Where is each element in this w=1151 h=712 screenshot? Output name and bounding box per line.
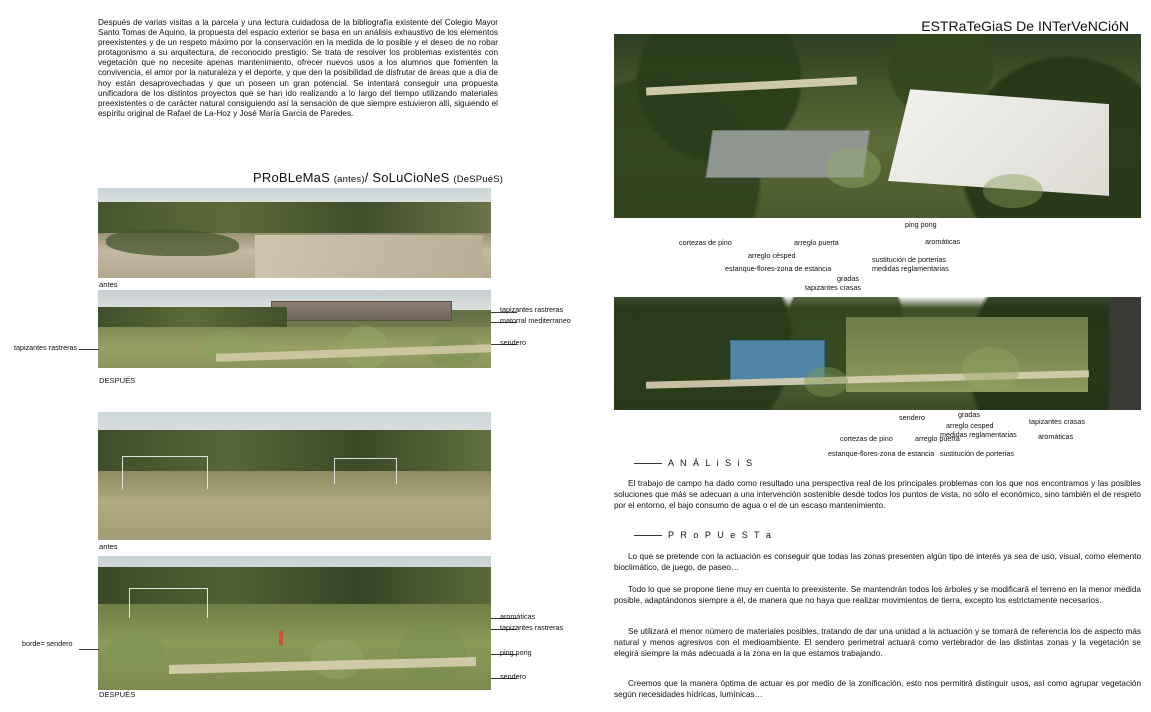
heading-rule	[634, 463, 662, 464]
paragraph-propuesta-2: Todo lo que se propone tiene muy en cuenta lo preexistente. Se mantendrán todos los árboles y se modificará el terreno en la menor medida posible, adaptándonos siempre a él, de manera que no haya que realizar movimientos de tierra, excepto los estrictamente necesarios.	[614, 585, 1141, 605]
label-arreglo-cesped: arreglo césped	[748, 251, 796, 260]
paragraph-analisis: El trabajo de campo ha dado como resultado una perspectiva real de los principales problemas con los que nos encontramos y las posibles soluciones que más se adecuan a una intervención sostenible desde todos los puntos de vista, no sólo el económico, sino también el de respeto por el entorno, el bajo consumo de agua o el de un escaso mantenimiento.	[614, 479, 1141, 510]
section-title-solutions: SoLuCioNeS	[372, 170, 450, 185]
annotation-tapizantes-rastreras: tapizantes rastreras	[500, 305, 564, 314]
annotation-ping-pong: ping pong	[500, 648, 532, 657]
label-cortezas-de-pino: cortezas de pino	[840, 434, 893, 443]
veg-blob	[825, 148, 881, 188]
veg-blob	[397, 626, 467, 682]
label-arreglo-puerta: arreglo puerta	[794, 238, 839, 247]
veg-blob	[983, 174, 1043, 208]
label-sustitucion-porterias: sustitución de porterias	[940, 449, 1014, 458]
goal-post	[334, 458, 397, 484]
label-aromaticas: aromáticas	[1038, 432, 1074, 441]
paragraph-propuesta-1: Lo que se pretende con la actuación es conseguir que todas las zonas presenten algún tipo de interés ya sea de uso, visual, como elemento bioclimático, de juego, de paseo…	[614, 552, 1141, 572]
label-arreglo-cesped: arreglo cesped	[946, 421, 994, 430]
photo-before-path-caption: antes	[99, 280, 118, 289]
section-title-separator: /	[364, 170, 369, 185]
heading-propuesta-label: P R o P U e S T a	[668, 530, 773, 540]
label-sendero: sendero	[899, 413, 925, 422]
intro-paragraph: Después de varias visitas a la parcela y una lectura cuidadosa de la bibliografía existente del Colegio Mayor Santo Tomas de Aquino, la propuesta del espacio exterior se basa en un análisis exhaustivo de los elementos preexistentes y de un respeto máximo por la conservación en la medida de lo posible y el deseo de no robar protagonismo a su arquitectura, de reconocido prestigio. Se trata de resolver los problemas existentes con vegetación que no necesite apenas mantenimiento, ofrecer nuevos usos a los alumnos que fomenten la convivencia, el amor por la naturaleza y el deporte, y que den la posibilidad de disfrutar de áreas que a día de hoy están desaprovechadas y que un poseen un gran potencial. Se intentará conseguir una propuesta unificadora de los distintos proyectos que se han ido realizando a lo largo del tiempo utilizando materiales preexistentes o de carácter natural consiguiendo así la sensación de que siempre estuvieron allí, siguiendo el espíritu original de Rafael de La-Hoz y José María García de Paredes.	[98, 18, 498, 118]
veg-blob	[804, 367, 848, 397]
label-arreglo-puerta: arreglo puerta	[915, 434, 960, 443]
paragraph-propuesta-3: Se utilizará el menor número de materiales posibles, tratando de dar una unidad a la actuación y se tomará de referencia los de aspecto más natural y menos agresivos con el medioambiente. El sendero perimetral actuará como vertebrador de las distintas zonas y la vegetación se elegirá siempre la más adecuada a la zona en la que estamos trabajando.	[614, 627, 1141, 658]
heading-analisis	[634, 458, 754, 468]
section-title-antes: (antes)	[333, 174, 365, 185]
photo-before-path	[98, 188, 491, 278]
photo-dirt-track	[255, 235, 483, 278]
photo-after-building-caption: DESPUÉS	[99, 376, 136, 385]
goal-post	[122, 456, 208, 489]
photo-after-field	[98, 556, 491, 690]
plan-edge-strip	[1109, 297, 1141, 410]
section-title-despues: (DeSPuéS)	[453, 174, 504, 185]
label-gradas: gradas	[958, 410, 980, 419]
heading-rule	[634, 535, 662, 536]
photo-before-field	[98, 412, 491, 540]
annotation-sendero: sendero	[500, 338, 526, 347]
page-title: ESTRaTeGiaS De INTerVeNCióN	[921, 18, 1129, 34]
label-aromaticas: aromáticas	[925, 237, 961, 246]
veg-blob	[106, 634, 166, 668]
annotation-matorral-mediterraneo: matorral mediterraneo	[500, 316, 571, 325]
label-gradas: gradas	[837, 274, 859, 283]
annotation-borde-sendero: borde= sendero	[22, 639, 73, 648]
section-title-main: PRoBLeMaS	[253, 170, 330, 185]
right-column	[600, 0, 1151, 712]
label-cortezas-de-pino: cortezas de pino	[679, 238, 732, 247]
paragraph-propuesta-4: Creemos que la manera óptima de actuar es por medio de la zonificación, esto nos permitirá distinguir usos, así como agrupar vegetación según necesidades hídricas, lumínicas…	[614, 679, 1141, 699]
veg-blob	[962, 347, 1020, 391]
annotation-aromaticas: aromáticas	[500, 612, 536, 621]
leader-line	[79, 649, 99, 650]
heading-analisis-label: A N Á L i S i S	[668, 458, 755, 468]
label-tapizantes-crasas: tapizantes crasas	[805, 283, 861, 292]
label-estanque-flores-zona-estancia: estanque-flores-zona de estancia	[725, 264, 832, 273]
veg-blob	[342, 326, 388, 368]
label-tapizantes-crasas: tapizantes crasas	[1029, 417, 1085, 426]
annotation-sendero-2: sendero	[500, 672, 526, 681]
label-medidas-reglamentarias: medidas reglamentarias	[940, 430, 1017, 439]
annotation-tapizantes-rastreras-2: tapizantes rastreras	[500, 623, 564, 632]
photo-treeline	[98, 202, 491, 233]
photo-building	[271, 301, 452, 321]
photo-before-field-caption: antes	[99, 542, 118, 551]
aerial-plan-bottom	[614, 297, 1141, 410]
leader-line	[79, 349, 99, 350]
person-figure	[279, 631, 283, 645]
photo-after-field-caption: DESPUÉS	[99, 690, 136, 699]
photo-after-building	[98, 290, 491, 368]
goal-post	[129, 588, 208, 617]
aerial-plan-top	[614, 34, 1141, 218]
photo-treeline	[98, 307, 287, 329]
heading-propuesta	[634, 530, 773, 540]
label-sustitucion-porterias: sustitución de porterias	[872, 255, 946, 264]
label-ping-pong: ping pong	[905, 220, 937, 229]
annotation-tapizantes-rastreras-left: tapizantes rastreras	[14, 343, 78, 352]
veg-blob	[310, 639, 364, 679]
label-medidas-reglamentarias: medidas reglamentarias	[872, 264, 949, 273]
label-estanque-flores-zona-estancia: estanque-flores-zona de estancia	[828, 449, 935, 458]
section-title-problems-solutions	[253, 170, 503, 185]
